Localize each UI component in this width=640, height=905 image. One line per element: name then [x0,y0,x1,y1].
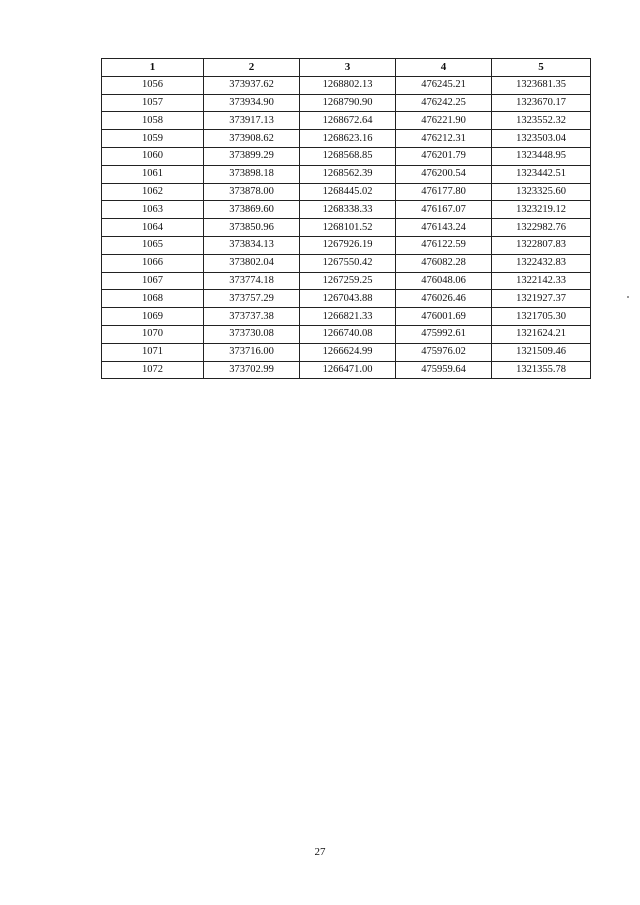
table-cell-col-3: 1266821.33 [300,308,396,326]
table-cell-col-5: 1322432.83 [492,254,591,272]
table-cell-col-3: 1268672.64 [300,112,396,130]
table-cell-col-4: 475976.02 [396,343,492,361]
table-cell-col-1: 1062 [102,183,204,201]
table-cell-col-2: 373757.29 [204,290,300,308]
margin-speck [627,296,629,298]
table-cell-col-3: 1267043.88 [300,290,396,308]
table-cell-col-1: 1070 [102,325,204,343]
table-cell-col-1: 1059 [102,130,204,148]
table-cell-col-2: 373834.13 [204,236,300,254]
table-cell-col-1: 1057 [102,94,204,112]
table-cell-col-2: 373716.00 [204,343,300,361]
table-cell-col-1: 1067 [102,272,204,290]
table-cell-col-1: 1061 [102,165,204,183]
table-cell-col-2: 373899.29 [204,147,300,165]
table-header-row [102,59,591,77]
table-cell-col-4: 475959.64 [396,361,492,379]
table-cell-col-2: 373802.04 [204,254,300,272]
table-cell-col-4: 476245.21 [396,76,492,94]
coordinates-table [101,58,591,379]
table-cell-col-5: 1323670.17 [492,94,591,112]
table-cell-col-2: 373774.18 [204,272,300,290]
column-header-2: 2 [204,59,300,77]
table-row [102,236,591,254]
table-cell-col-5: 1323681.35 [492,76,591,94]
table-cell-col-3: 1266471.00 [300,361,396,379]
table-cell-col-2: 373908.62 [204,130,300,148]
table-row [102,112,591,130]
table-cell-col-5: 1321705.30 [492,308,591,326]
table-cell-col-4: 476001.69 [396,308,492,326]
table-cell-col-1: 1058 [102,112,204,130]
table-row [102,361,591,379]
table-cell-col-5: 1321509.46 [492,343,591,361]
table-cell-col-2: 373869.60 [204,201,300,219]
table-cell-col-3: 1268568.85 [300,147,396,165]
table-cell-col-1: 1063 [102,201,204,219]
table-cell-col-4: 476143.24 [396,219,492,237]
table-row [102,76,591,94]
column-header-5: 5 [492,59,591,77]
table-cell-col-3: 1267259.25 [300,272,396,290]
table-cell-col-3: 1268101.52 [300,219,396,237]
table-cell-col-4: 476242.25 [396,94,492,112]
table-cell-col-5: 1322982.76 [492,219,591,237]
table-cell-col-4: 476048.06 [396,272,492,290]
table-cell-col-4: 476200.54 [396,165,492,183]
table-row [102,165,591,183]
table-cell-col-5: 1323325.60 [492,183,591,201]
table-row [102,325,591,343]
table-cell-col-5: 1323219.12 [492,201,591,219]
table-cell-col-2: 373850.96 [204,219,300,237]
column-header-3: 3 [300,59,396,77]
column-header-4: 4 [396,59,492,77]
page-number: 27 [314,846,326,858]
table-cell-col-4: 475992.61 [396,325,492,343]
table-cell-col-1: 1068 [102,290,204,308]
table-cell-col-4: 476082.28 [396,254,492,272]
table-cell-col-2: 373898.18 [204,165,300,183]
table-cell-col-2: 373702.99 [204,361,300,379]
column-header-1: 1 [102,59,204,77]
table-cell-col-2: 373934.90 [204,94,300,112]
table-cell-col-5: 1323552.32 [492,112,591,130]
table-cell-col-4: 476122.59 [396,236,492,254]
table-row [102,308,591,326]
table-row [102,130,591,148]
table-cell-col-5: 1323503.04 [492,130,591,148]
table-cell-col-4: 476201.79 [396,147,492,165]
table-cell-col-1: 1060 [102,147,204,165]
table-row [102,183,591,201]
table-cell-col-4: 476212.31 [396,130,492,148]
table-row [102,343,591,361]
table-row [102,94,591,112]
table-cell-col-3: 1266624.99 [300,343,396,361]
table-cell-col-1: 1069 [102,308,204,326]
table-cell-col-4: 476221.90 [396,112,492,130]
table-cell-col-3: 1268338.33 [300,201,396,219]
table-cell-col-3: 1266740.08 [300,325,396,343]
table-cell-col-5: 1323442.51 [492,165,591,183]
table-cell-col-2: 373917.13 [204,112,300,130]
table-cell-col-1: 1071 [102,343,204,361]
table-row [102,147,591,165]
table-cell-col-5: 1321624.21 [492,325,591,343]
table-cell-col-1: 1064 [102,219,204,237]
table-cell-col-1: 1072 [102,361,204,379]
table-body [102,76,591,379]
table-cell-col-4: 476167.07 [396,201,492,219]
table-cell-col-2: 373730.08 [204,325,300,343]
table-cell-col-3: 1268623.16 [300,130,396,148]
table-row [102,272,591,290]
table-cell-col-1: 1056 [102,76,204,94]
table-row [102,201,591,219]
table-cell-col-4: 476177.80 [396,183,492,201]
table-cell-col-3: 1268802.13 [300,76,396,94]
table-cell-col-3: 1268790.90 [300,94,396,112]
table-cell-col-2: 373737.38 [204,308,300,326]
table-cell-col-3: 1268445.02 [300,183,396,201]
table-cell-col-1: 1065 [102,236,204,254]
table-cell-col-3: 1268562.39 [300,165,396,183]
table-cell-col-3: 1267926.19 [300,236,396,254]
table-cell-col-5: 1322807.83 [492,236,591,254]
table-cell-col-5: 1323448.95 [492,147,591,165]
table-cell-col-2: 373878.00 [204,183,300,201]
table-cell-col-5: 1321927.37 [492,290,591,308]
table-row [102,290,591,308]
table-row [102,254,591,272]
table-cell-col-1: 1066 [102,254,204,272]
table-cell-col-4: 476026.46 [396,290,492,308]
table-cell-col-5: 1322142.33 [492,272,591,290]
table-cell-col-2: 373937.62 [204,76,300,94]
table-row [102,219,591,237]
table-cell-col-3: 1267550.42 [300,254,396,272]
table-cell-col-5: 1321355.78 [492,361,591,379]
